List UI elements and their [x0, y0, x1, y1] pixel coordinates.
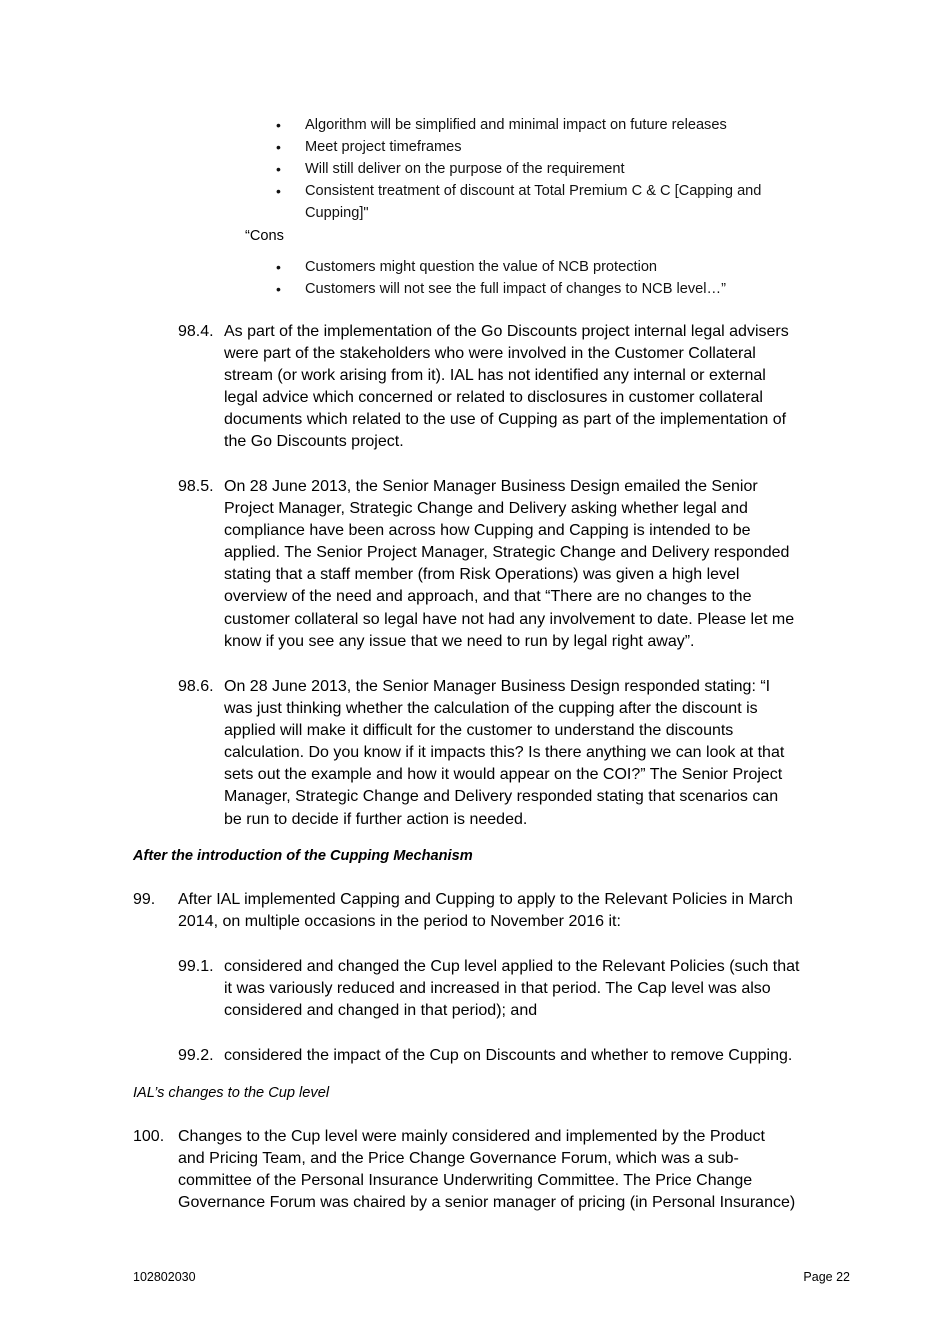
- list-item: • Algorithm will be simplified and minimal impact on future releases: [276, 114, 845, 136]
- paragraph-text: On 28 June 2013, the Senior Manager Business Design responded stating: “I was just thinking whether the calculation of the cupping after the discount is applied will make it difficult for the customer to understand the discounts calculation. Do you know if it impacts this? Is there anything we can look at that sets out the example and how it would appear on the COI?” The Senior Project Manager, Strategic Change and Delivery responded stating that scenarios can be run to decide if further action is needed.: [224, 678, 785, 828]
- paragraph-text: As part of the implementation of the Go Discounts project internal legal advisers were part of the stakeholders who were involved in the Customer Collateral stream (or work arising from it). IAL has not identified any internal or external legal advice which concerned or related to disclosures in customer collateral documents which related to the use of Cupping as part of the implementation of the Go Discounts project.: [224, 323, 789, 451]
- list-item: • Will still deliver on the purpose of the requirement: [276, 158, 845, 180]
- subsection-heading: IAL’s changes to the Cup level: [133, 1085, 330, 1101]
- pros-bullet-list: [276, 114, 845, 224]
- list-item: • Customers might question the value of NCB protection: [276, 256, 845, 278]
- bullet-icon: •: [276, 183, 281, 199]
- bullet-icon: •: [276, 281, 281, 297]
- list-item: • Customers will not see the full impact of changes to NCB level…”: [276, 278, 845, 300]
- list-item: • Consistent treatment of discount at Total Premium C & C [Capping and Cupping]": [276, 180, 815, 224]
- bullet-icon: •: [276, 139, 281, 155]
- list-item: • Meet project timeframes: [276, 136, 845, 158]
- paragraph-text: Changes to the Cup level were mainly considered and implemented by the Product and Pricing Team, and the Price Change Governance Forum, which was a sub- committee of the Personal Insurance Underwriting Committee. The Price Change Governance Forum was chaired by a senior manager of pricing (in Personal Insurance): [178, 1128, 796, 1212]
- cons-bullet-list: [276, 256, 845, 300]
- paragraph-number: 98.4.: [178, 323, 214, 340]
- paragraph-number: 100.: [133, 1128, 165, 1145]
- bullet-icon: •: [276, 117, 281, 133]
- page-number: Page 22: [803, 1270, 850, 1284]
- paragraph-text: considered and changed the Cup level applied to the Relevant Policies (such that it was variously reduced and increased in that period. The Cap level was also considered and changed in that period); and: [224, 958, 800, 1020]
- document-id: 102802030: [133, 1270, 196, 1284]
- paragraph-number: 99.1.: [178, 958, 214, 975]
- bullet-icon: •: [276, 161, 281, 177]
- paragraph-text: After IAL implemented Capping and Cupping to apply to the Relevant Policies in March 2014, on multiple occasions in the period to November 2016 it:: [178, 891, 793, 931]
- paragraph-text: On 28 June 2013, the Senior Manager Business Design emailed the Senior Project Manager, Strategic Change and Delivery asking whether legal and compliance have been across how Cupping and Capping is intended to be applied. The Senior Project Manager, Strategic Change and Delivery responded stating that a staff member (from Risk Operations) was given a high level overview of the need and approach, and that “There are no changes to the customer collateral so legal have not had any involvement to date. Please let me know if you see any issue that we need to run by legal right away”.: [224, 478, 795, 650]
- paragraph-number: 99.: [133, 891, 156, 908]
- bullet-icon: •: [276, 259, 281, 275]
- paragraph-number: 98.5.: [178, 478, 214, 495]
- section-heading: After the introduction of the Cupping Mechanism: [133, 848, 473, 864]
- cons-label: “Cons: [245, 228, 284, 244]
- paragraph-number: 98.6.: [178, 678, 214, 695]
- paragraph-text: considered the impact of the Cup on Discounts and whether to remove Cupping.: [224, 1047, 793, 1064]
- paragraph-number: 99.2.: [178, 1047, 214, 1064]
